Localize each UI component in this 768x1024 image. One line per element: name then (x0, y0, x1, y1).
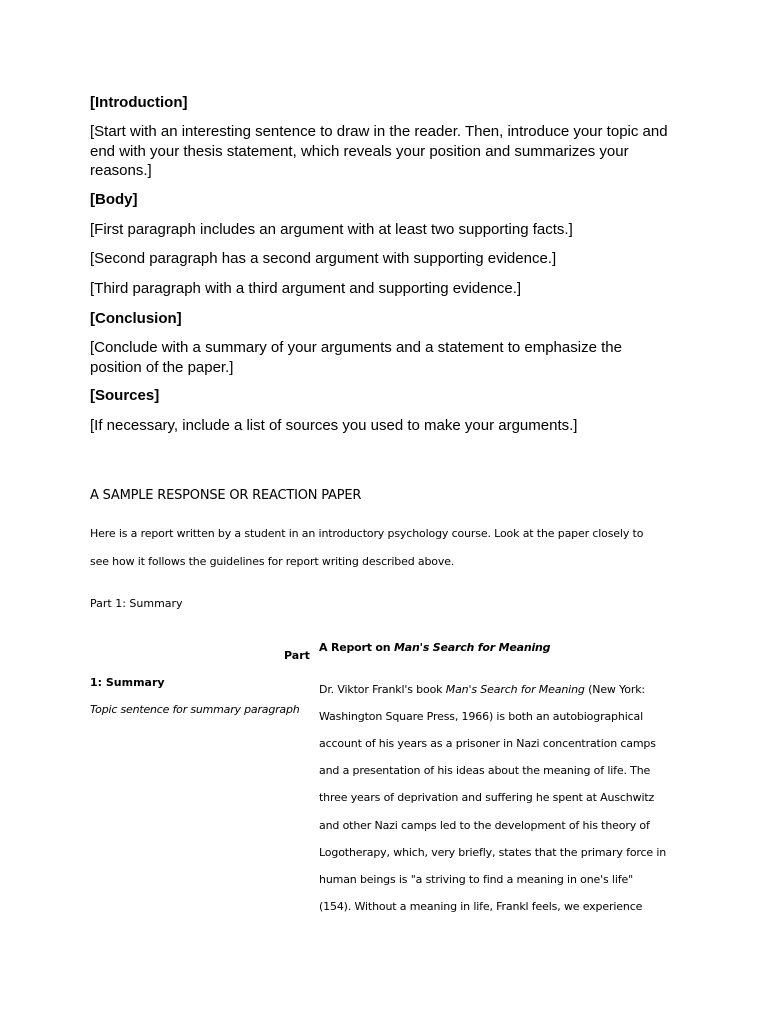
report-line-7: Logotherapy, which, very briefly, states that the primary force in (319, 846, 667, 859)
report-line-1 (319, 683, 645, 696)
report-line-2: Washington Square Press, 1966) is both an autobiographical (319, 710, 643, 723)
sample-intro-line-2: see how it follows the guidelines for report writing described above. (90, 555, 455, 568)
side-note: Topic sentence for summary paragraph (90, 703, 300, 716)
conclusion-line-2: position of the paper.] (90, 358, 234, 376)
body-paragraph-3: [Third paragraph with a third argument and supporting evidence.] (90, 280, 522, 297)
report-line-6: and other Nazi camps led to the development of his theory of (319, 819, 650, 832)
report-first-prefix: Dr. Viktor Frankl's book (319, 683, 446, 696)
sources-text: [If necessary, include a list of sources you used to make your arguments.] (90, 417, 578, 434)
introduction-heading: [Introduction] (90, 94, 188, 111)
body-paragraph-2: [Second paragraph has a second argument with supporting evidence.] (90, 250, 557, 267)
body-paragraph-1: [First paragraph includes an argument with at least two supporting facts.] (90, 221, 573, 238)
report-line-5: three years of deprivation and suffering he spent at Auschwitz (319, 791, 655, 804)
sample-title: A SAMPLE RESPONSE OR REACTION PAPER (90, 488, 362, 503)
introduction-line-3: reasons.] (90, 162, 152, 179)
body-heading: [Body] (90, 191, 138, 208)
introduction-line-2: end with your thesis statement, which reveals your position and summarizes your (90, 142, 629, 160)
sample-intro-line-1: Here is a report written by a student in an introductory psychology course. Look at the paper closely to (90, 527, 644, 540)
report-first-suffix: (New York: (584, 683, 645, 696)
conclusion-heading: [Conclusion] (90, 310, 182, 327)
report-title-book: Man's Search for Meaning (394, 641, 551, 654)
report-line-4: and a presentation of his ideas about the meaning of life. The (319, 764, 651, 777)
introduction-line-1: [Start with an interesting sentence to draw in the reader. Then, introduce your topic and (90, 123, 668, 140)
report-line-9: (154). Without a meaning in life, Frankl feels, we experience (319, 900, 643, 913)
report-line-8: human beings is "a striving to find a meaning in one's life" (319, 873, 633, 886)
sources-heading: [Sources] (90, 387, 160, 404)
side-summary-label: 1: Summary (90, 676, 165, 689)
conclusion-line-1: [Conclude with a summary of your arguments and a statement to emphasize the (90, 339, 622, 356)
side-part-label: Part (284, 649, 310, 662)
report-first-book: Man's Search for Meaning (445, 683, 585, 696)
report-title-prefix: A Report on (319, 641, 395, 654)
report-title (319, 641, 550, 654)
part-label: Part 1: Summary (90, 597, 183, 610)
report-line-3: account of his years as a prisoner in Nazi concentration camps (319, 737, 656, 750)
